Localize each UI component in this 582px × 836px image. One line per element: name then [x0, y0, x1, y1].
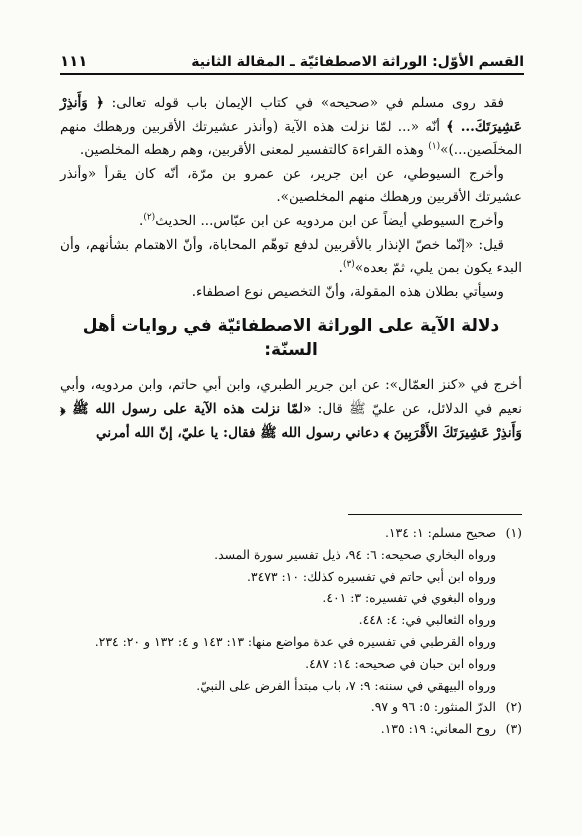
footnote-1-sub: ورواه البخاري صحيحه: ٦: ٩٤، ذيل تفسير سورة المسد. [214, 546, 496, 562]
footnote-1-sub: ورواه الثعالبي في: ٤: ٤٤٨. [358, 612, 496, 628]
quran-verse: ﴿ وَأَنذِرْ عَشِيرَتَكَ... ﴾ [60, 95, 522, 135]
paragraph-2: وأخرج السيوطي، عن ابن جرير، عن عمرو بن مرّة، أنّه كان يقرأ «وأنذر عشيرتك الأقربين ورهطك منهم المخلصين». [60, 165, 522, 206]
paragraph-4: قيل: «إنّما خصّ الإنذار بالأقربين لدفع توهّم المحاباة، وأنّ الاهتمام بشأنهم، وأن البدء يكون بمن يلي، ثمّ بعده»$^{(٣)}$. [60, 236, 522, 277]
footnote-1: (١) صحيح مسلم: ١: ١٣٤. [384, 525, 522, 540]
paragraph-6: أخرج في «كنز العمّال»: عن ابن جرير الطبري، وابن أبي حاتم، وابن مردويه، وأبي نعيم في الدلائل، عن عليّ ﷺ قال: «لمّا نزلت هذه الآية على رسول الله ﷺ ﴿ وَأَنذِرْ عَشِيرَتَكَ الأَقْرَبِينَ ﴾ دعاني رسول الله ﷺ فقال: يا عليّ، إنّ الله أمرني [60, 377, 522, 441]
footnote-ref-1: (١) [428, 141, 441, 152]
paragraph-5: وسيأتي بطلان هذه المقولة، وأنّ التخصيص نوع اصطفاء. [191, 283, 504, 300]
footnote-1-sub: ورواه القرطبي في تفسيره في عدة مواضع منها: ١٣: ١٤٣ و ٤: ١٣٢ و ٢٠: ٢٣٤. [94, 633, 496, 649]
paragraph-1: فقد روى مسلم في «صحيحه» في كتاب الإيمان باب قوله تعالى: ﴿ وَأَنذِرْ عَشِيرَتَكَ... ﴾ أنّه «... لمّا نزلت هذه الآية (وأنذر عشيرتك الأقربين ورهطك منهم المخلَصين...)»$^{(١)}$ وهذه القراءة كالتفسير لمعنى الأقربين، وهم رهطه المخلصين. [60, 95, 522, 159]
footnote-1-sub: ورواه البيهقي في سننه: ٩: ٧، باب مبتدأ الفرض على النبيّ. [196, 677, 496, 693]
paragraph-3: وأخرج السيوطي أيضاً عن ابن مردويه عن ابن عبّاس... الحديث$^{(٢)}$. [138, 212, 504, 229]
footnote-3: (٣) روح المعاني: ١٩: ١٣٥. [380, 721, 522, 737]
footnote-1-sub: ورواه ابن حبان في صحيحه: ١٤: ٤٨٧. [305, 655, 496, 671]
page-header [60, 52, 524, 75]
main-text [60, 92, 522, 445]
running-title: القسم الأوّل: الوراثة الاصطفائيّة ـ المقالة الثانية [191, 54, 524, 70]
page-number: ١١١ [60, 52, 88, 70]
hadith-quote: «لمّا نزلت هذه الآية على رسول الله ﷺ ﴿ وَأَنذِرْ عَشِيرَتَكَ الأَقْرَبِينَ ﴾ دعاني رسول الله ﷺ فقال: يا عليّ، إنّ الله أمرني [60, 400, 522, 441]
footnote-separator [348, 514, 522, 515]
footnote-2: (٢) الدرّ المنثور: ٥: ٩٦ و ٩٧. [370, 699, 522, 715]
footnotes [60, 522, 522, 740]
footnote-1-sub: ورواه ابن أبي حاتم في تفسيره كذلك: ١٠: ٣٤٧٣. [246, 568, 496, 584]
footnote-ref-2: (٢) [143, 212, 156, 223]
footnote-1-sub: ورواه البغوي في تفسيره: ٣: ٤٠١. [322, 590, 496, 606]
section-heading: دلالة الآية على الوراثة الاصطفائيّة في روايات أهل السنّة: [82, 316, 500, 361]
footnote-ref-3: (٣) [342, 259, 355, 270]
